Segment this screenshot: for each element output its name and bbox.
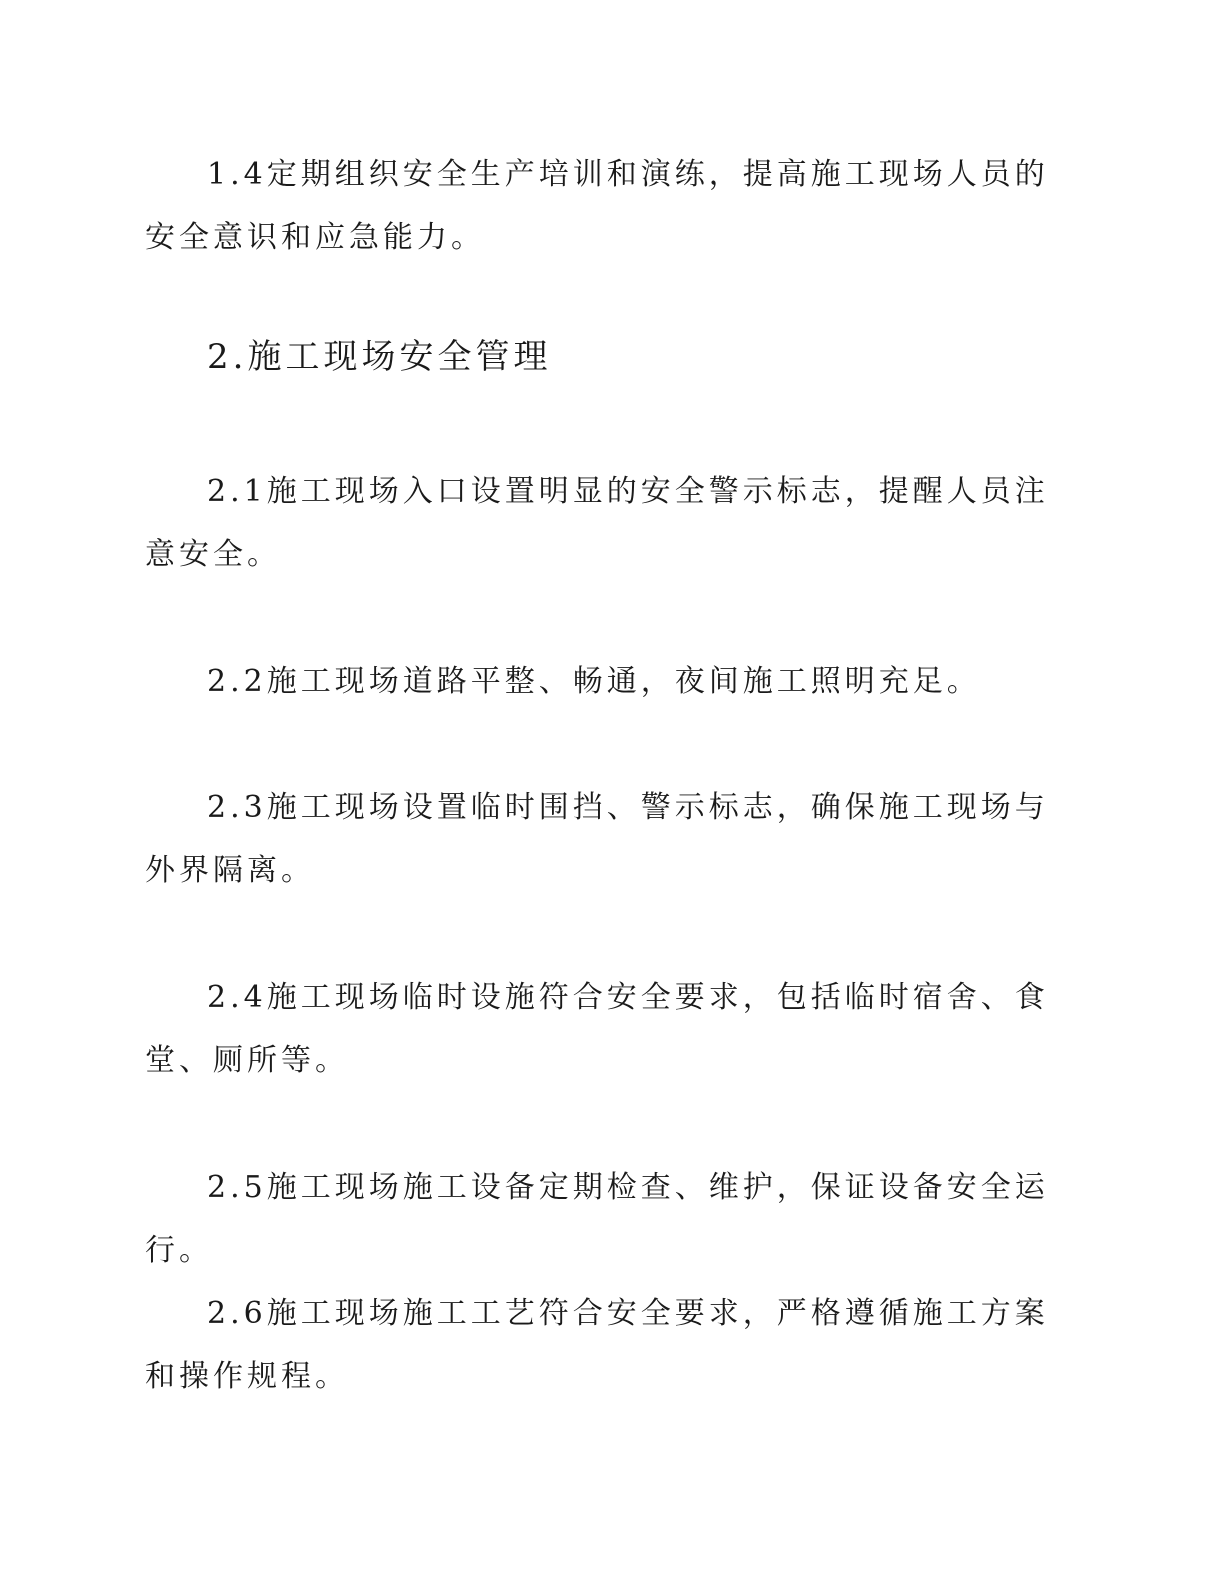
section-heading: 2.施工现场安全管理 (207, 337, 552, 377)
paragraph-2-6: 2.6施工现场施工工艺符合安全要求，严格遵循施工方案和操作规程。 (145, 1296, 1049, 1394)
paragraph-2-3: 2.3施工现场设置临时围挡、警示标志，确保施工现场与外界隔离。 (145, 790, 1049, 888)
paragraph-1-4: 1.4定期组织安全生产培训和演练，提高施工现场人员的安全意识和应急能力。 (145, 157, 1049, 255)
paragraph-2-1: 2.1施工现场入口设置明显的安全警示标志，提醒人员注意安全。 (145, 474, 1049, 572)
paragraph-2-2: 2.2施工现场道路平整、畅通，夜间施工照明充足。 (207, 664, 981, 699)
paragraph-2-5: 2.5施工现场施工设备定期检查、维护，保证设备安全运行。 (145, 1170, 1049, 1268)
paragraph-2-4: 2.4施工现场临时设施符合安全要求，包括临时宿舍、食堂、厕所等。 (145, 980, 1049, 1078)
